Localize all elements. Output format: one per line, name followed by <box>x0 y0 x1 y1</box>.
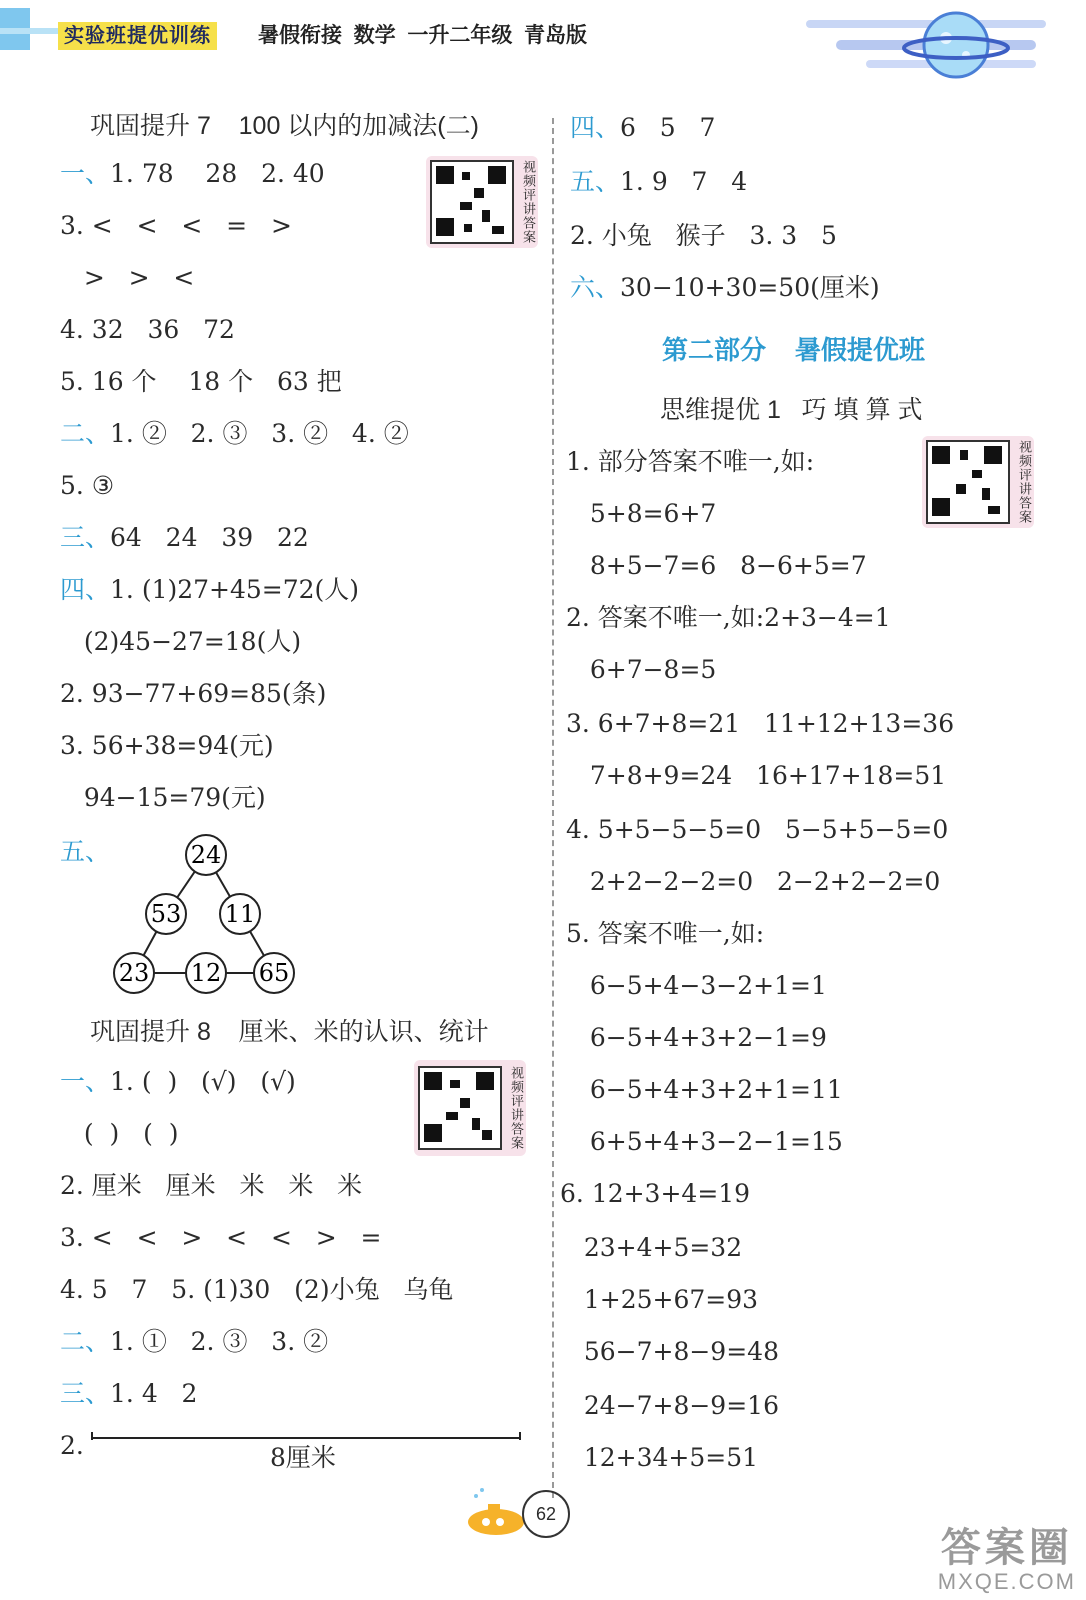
submarine-icon <box>462 1486 528 1542</box>
section-ordinal: 一、 <box>60 159 111 188</box>
answer-line: 5. 16 个 18 个 63 把 <box>60 367 342 396</box>
answer-line: 3. 56+38=94(元) <box>60 731 274 760</box>
section-ordinal: 四、 <box>570 113 621 142</box>
section-ordinal: 五、 <box>570 167 621 196</box>
answer-line: 2. 93−77+69=85(条) <box>60 679 327 708</box>
answer-line: 四、1. (1)27+45=72(人) <box>60 575 360 604</box>
answer-line: 一、1. 78 28 2. 40 <box>60 159 325 188</box>
answer-line: 4. 5+5−5−5=0 5−5+5−5=0 <box>566 815 949 844</box>
answer-line: 1. 部分答案不唯一,如: <box>566 447 815 476</box>
answer-line: 2. 答案不唯一,如:2+3−4=1 <box>566 603 891 632</box>
watermark-title: 答案圈 <box>940 1526 1073 1570</box>
answer-line: 2+2−2−2=0 2−2+2−2=0 <box>566 867 941 896</box>
answer-line: 二、1. ② 2. ③ 3. ② 4. ② <box>60 419 409 448</box>
answer-line: 1+25+67=93 <box>560 1285 759 1314</box>
answer-line: 6+7−8=5 <box>566 655 717 684</box>
part-2-title: 第二部分 暑假提优班 <box>662 335 925 365</box>
triangle-value-bottom-left: 23 <box>118 959 150 987</box>
answer-line: (2)45−27=18(人) <box>60 627 302 656</box>
triangle-value-top: 24 <box>190 841 222 869</box>
answer-line: 2. 厘米 厘米 米 米 米 <box>60 1171 363 1200</box>
section-ordinal: 六、 <box>570 273 621 302</box>
answer-line: 6+5+4+3−2−1=15 <box>566 1127 843 1156</box>
answer-line: 2. <box>60 1431 84 1460</box>
section-8-title: 巩固提升 8 厘米、米的认识、统计 <box>90 1018 489 1046</box>
answer-line: 3. < < < = > <box>60 211 292 240</box>
number-triangle-diagram <box>100 830 310 1000</box>
section-ordinal: 四、 <box>60 575 111 604</box>
answer-line: 4. 5 7 5. (1)30 (2)小兔 乌龟 <box>60 1275 454 1304</box>
answer-line: 24−7+8−9=16 <box>560 1391 779 1420</box>
video-qr-block[interactable] <box>426 156 538 248</box>
answer-line: > > < <box>60 263 195 292</box>
answer-line: 12+34+5=51 <box>560 1443 759 1472</box>
answer-line: 2. 小兔 猴子 3. 3 5 <box>570 221 837 250</box>
answer-line: 6−5+4−3−2+1=1 <box>566 971 827 1000</box>
triangle-value-mid-left: 53 <box>150 900 182 928</box>
section-ordinal: 一、 <box>60 1067 111 1096</box>
answer-line: 8+5−7=6 8−6+5=7 <box>566 551 867 580</box>
watermark-url: MXQE.COM <box>937 1569 1076 1594</box>
line-length-label: 8厘米 <box>270 1443 336 1472</box>
column-divider <box>552 118 554 1498</box>
answer-line: ( ) ( ) <box>60 1119 179 1148</box>
section-ordinal: 三、 <box>60 1379 111 1408</box>
header-band-line <box>0 28 58 34</box>
qr-code-icon[interactable] <box>926 440 1010 524</box>
page-header <box>0 0 1086 90</box>
answer-line: 二、1. ① 2. ③ 3. ② <box>60 1327 329 1356</box>
answer-line: 四、6 5 7 <box>570 113 716 142</box>
section-ordinal: 二、 <box>60 1327 111 1356</box>
answer-line: 六、30−10+30=50(厘米) <box>570 273 880 302</box>
qr-caption: 视频评讲答案 <box>509 1066 524 1150</box>
answer-line: 7+8+9=24 16+17+18=51 <box>566 761 947 790</box>
answer-line: 56−7+8−9=48 <box>560 1337 779 1366</box>
thinking-1-title: 思维提优 1 巧 填 算 式 <box>660 396 923 424</box>
page-number: 62 <box>522 1490 570 1538</box>
video-qr-block[interactable] <box>414 1060 526 1156</box>
answer-line: 94−15=79(元) <box>60 783 266 812</box>
video-qr-block[interactable] <box>922 436 1034 528</box>
triangle-value-mid-right: 11 <box>224 900 256 928</box>
book-subtitle: 暑假衔接 数学 一升二年级 青岛版 <box>258 24 588 47</box>
qr-code-icon[interactable] <box>430 160 514 244</box>
watermark <box>938 1526 1076 1594</box>
section-ordinal: 三、 <box>60 523 111 552</box>
qr-caption: 视频评讲答案 <box>521 160 536 244</box>
qr-caption: 视频评讲答案 <box>1017 440 1032 524</box>
answer-line: 5. 答案不唯一,如: <box>566 919 765 948</box>
answer-line: 3. < < > < < > = <box>60 1223 382 1252</box>
section-ordinal: 二、 <box>60 419 111 448</box>
answer-line: 6−5+4+3+2−1=9 <box>566 1023 827 1052</box>
answer-line: 6−5+4+3+2+1=11 <box>566 1075 843 1104</box>
series-title: 实验班提优训练 <box>58 22 217 50</box>
answer-line: 6. 12+3+4=19 <box>560 1179 751 1208</box>
answer-line: 4. 32 36 72 <box>60 315 235 344</box>
answer-line: 三、64 24 39 22 <box>60 523 309 552</box>
answer-line: 23+4+5=32 <box>560 1233 743 1262</box>
qr-code-icon[interactable] <box>418 1066 502 1150</box>
answer-line: 5+8=6+7 <box>566 499 717 528</box>
answer-line: 三、1. 4 2 <box>60 1379 198 1408</box>
answer-line: 3. 6+7+8=21 11+12+13=36 <box>566 709 955 738</box>
triangle-value-bottom-mid: 12 <box>190 959 222 987</box>
triangle-value-bottom-right: 65 <box>258 959 290 987</box>
answer-line: 五、1. 9 7 4 <box>570 167 748 196</box>
planet-illustration <box>806 0 1046 90</box>
section-7-title: 巩固提升 7 100 以内的加减法(二) <box>90 112 479 140</box>
answer-line: 一、1. ( ) (√) (√) <box>60 1067 296 1096</box>
section-ordinal: 五、 <box>60 837 111 866</box>
answer-line: 5. ③ <box>60 471 115 500</box>
